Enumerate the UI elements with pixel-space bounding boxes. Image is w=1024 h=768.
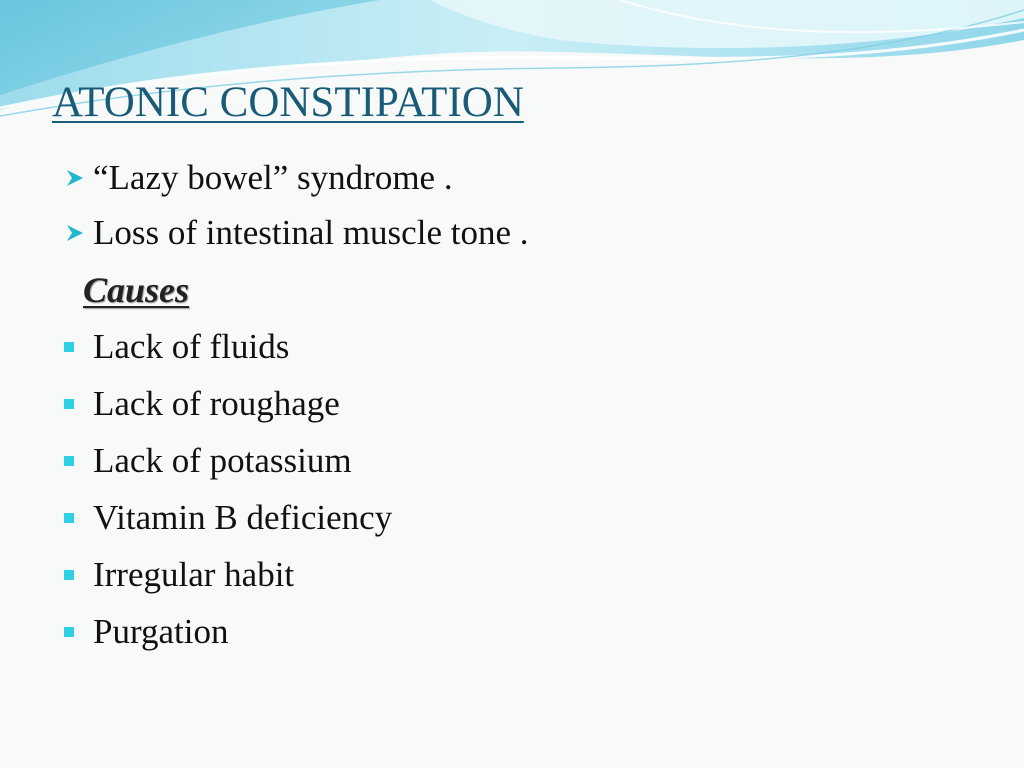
arrow-icon: [64, 211, 90, 255]
square-bullet-icon: [64, 513, 74, 523]
intro-point-text: Loss of intestinal muscle tone .: [93, 213, 529, 252]
slide-title: ATONIC CONSTIPATION: [52, 79, 524, 126]
cause-item-text: Vitamin B deficiency: [93, 498, 393, 537]
cause-item-text: Irregular habit: [93, 555, 295, 594]
cause-item-text: Lack of roughage: [93, 384, 340, 423]
square-bullet-icon: [64, 627, 74, 637]
square-bullet-icon: [64, 570, 74, 580]
square-bullet-icon: [64, 399, 74, 409]
square-bullet-icon: [64, 342, 74, 352]
arrow-icon: [64, 156, 90, 200]
causes-heading: Causes: [83, 270, 190, 310]
intro-point-text: “Lazy bowel” syndrome .: [93, 158, 453, 197]
cause-item-text: Purgation: [93, 612, 229, 651]
square-bullet-icon: [64, 456, 74, 466]
cause-item-text: Lack of fluids: [93, 327, 290, 366]
cause-item-text: Lack of potassium: [93, 441, 352, 480]
